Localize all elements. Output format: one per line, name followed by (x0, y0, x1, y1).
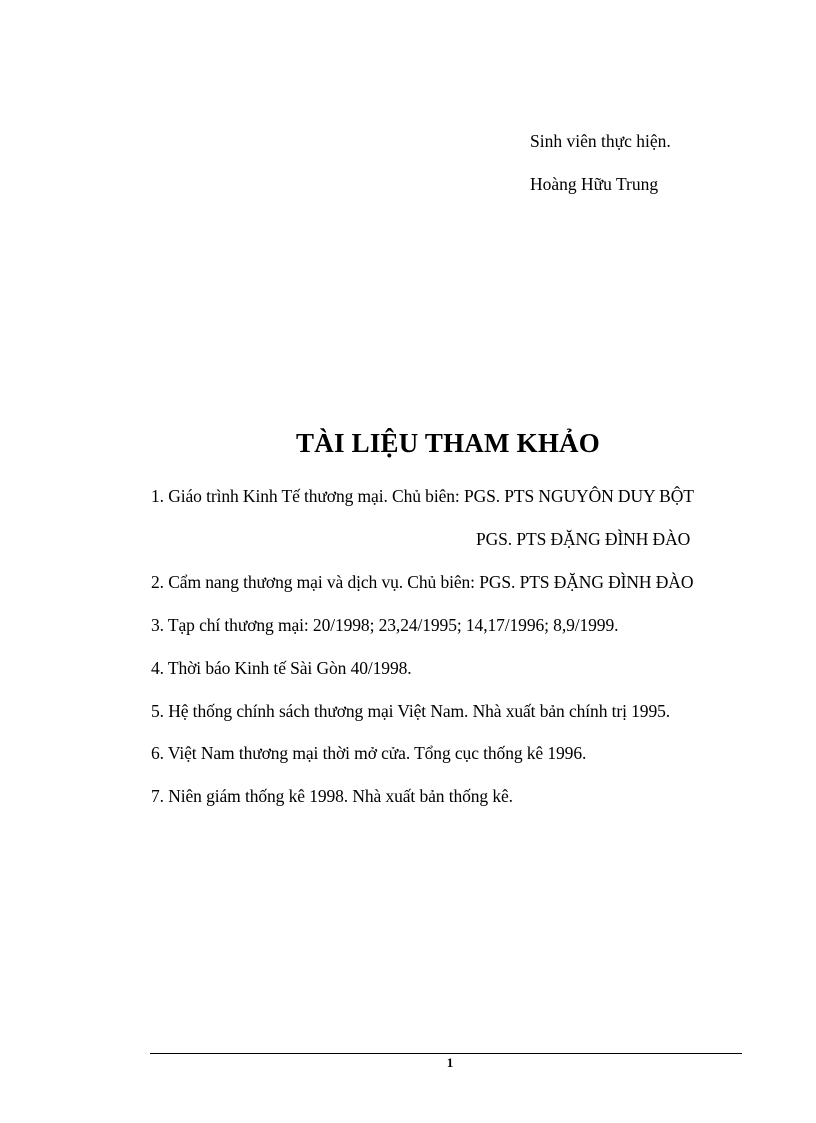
reference-item: 4. Thời báo Kinh tế Sài Gòn 40/1998. (151, 658, 412, 678)
student-name: Hoàng Hữu Trung (530, 174, 659, 194)
reference-item: 6. Việt Nam thương mại thời mở cửa. Tổng cục thống kê 1996. (151, 743, 587, 763)
reference-item: 1. Giáo trình Kinh Tế thương mại. Chủ biên: PGS. PTS NGUYÔN DUY BỘT (151, 486, 694, 506)
signoff-label: Sinh viên thực hiện. (530, 131, 671, 151)
footer-divider (150, 1053, 742, 1054)
references-title: TÀI LIỆU THAM KHẢO (296, 428, 600, 458)
page-number: 1 (446, 1055, 454, 1070)
reference-item: 2. Cẩm nang thương mại và dịch vụ. Chủ biên: PGS. PTS ĐẶNG ĐÌNH ĐÀO (151, 572, 694, 592)
reference-item: 7. Niên giám thống kê 1998. Nhà xuất bản thống kê. (151, 786, 513, 806)
reference-item-continuation: PGS. PTS ĐẶNG ĐÌNH ĐÀO (476, 529, 691, 549)
reference-item: 5. Hệ thống chính sách thương mại Việt Nam. Nhà xuất bản chính trị 1995. (151, 701, 671, 721)
reference-item: 3. Tạp chí thương mại: 20/1998; 23,24/1995; 14,17/1996; 8,9/1999. (151, 615, 619, 635)
